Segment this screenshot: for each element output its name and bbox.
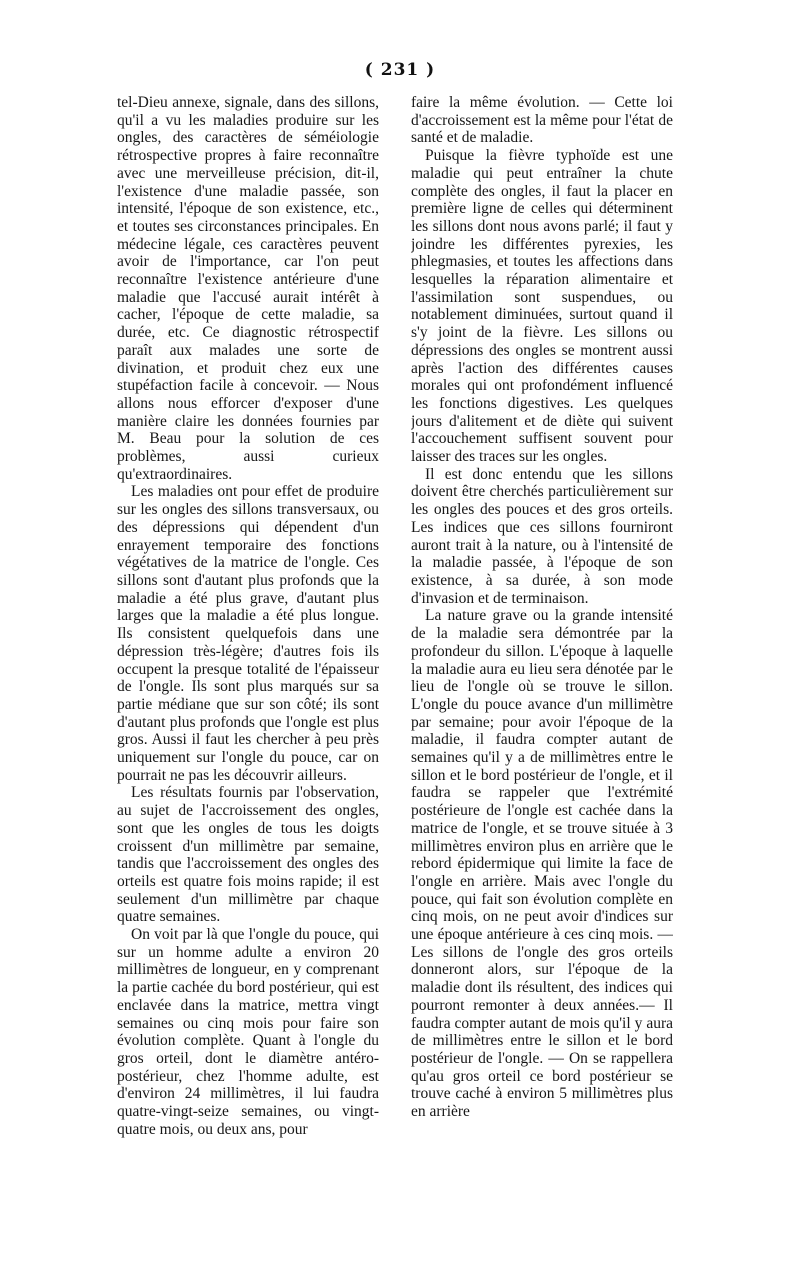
paragraph: On voit par là que l'ongle du pouce, qui sur un homme adulte a environ 20 millimètres de longueur, en y comprenant la partie cachée du bord postérieur, qui est enclavée dans la matrice, mettra vingt semaines ou cinq mois pour faire son évolution complète. Quant à l'ongle du gros orteil, dont le diamètre antéro-postérieur, chez l'homme adulte, est d'environ 24 millimètres, il lui faudra quatre-vingt-seize semaines, ou vingt-quatre mois, ou deux ans, pour (117, 926, 379, 1138)
page-number: ( 231 ) (364, 60, 436, 80)
right-column (411, 94, 673, 1244)
paragraph: tel-Dieu annexe, signale, dans des sillons, qu'il a vu les maladies produire sur les ongles, des caractères de séméiologie rétrospective propres à faire reconnaître avec une merveilleuse précision, dit-il, l'existence d'une maladie passée, son intensité, l'époque de son existence, etc., et toutes ses circonstances principales. En médecine légale, ces caractères peuvent avoir de l'importance, car l'on peut reconnaître l'existence antérieure d'une maladie que l'accusé aurait intérêt à cacher, l'époque de cette maladie, sa durée, etc. Ce diagnostic rétrospectif paraît aux malades une sorte de divination, et produit chez eux une stupéfaction facile à concevoir. — Nous allons nous efforcer d'exposer d'une manière claire les données fournies par M. Beau pour la solution de ces problèmes, aussi curieux qu'extraordinaires. (117, 94, 379, 483)
paragraph: Les maladies ont pour effet de produire sur les ongles des sillons transversaux, ou des dépressions qui dépendent d'un enrayement temporaire des fonctions végétatives de la matrice de l'ongle. Ces sillons sont d'autant plus profonds que la maladie a été plus grave, d'autant plus larges que la maladie a été plus longue. Ils consistent quelquefois dans une dépression très-légère; d'autres fois ils occupent la presque totalité de l'épaisseur de l'ongle. Ils sont plus marqués sur sa partie médiane que sur son côté; ils sont d'autant plus profonds que l'ongle est plus gros. Aussi il faut les chercher à peu près uniquement sur l'ongle du pouce, car on pourrait ne pas les découvrir ailleurs. (117, 483, 379, 784)
paragraph: Puisque la fièvre typhoïde est une maladie qui peut entraîner la chute complète des ongles, il faut la placer en première ligne de celles qui déterminent les sillons dont nous avons parlé; il faut y joindre les différentes pyrexies, les phlegmasies, et toutes les affections dans lesquelles la réparation alimentaire et l'assimilation sont suspendues, ou notablement diminuées, surtout quand il s'y joint de la fièvre. Les sillons ou dépressions des ongles se montrent aussi après l'action des différentes causes morales qui ont profondément influencé les fonctions digestives. Les quelques jours d'alitement et de diète qui suivent l'accouchement suffisent souvent pour laisser des traces sur les ongles. (411, 147, 673, 466)
paragraph: Il est donc entendu que les sillons doivent être cherchés particulièrement sur les ongles des pouces et des gros orteils. Les indices que ces sillons fourniront auront trait à la nature, ou à l'intensité de la maladie passée, à l'époque de son existence, à sa durée, à son mode d'invasion et de terminaison. (411, 465, 673, 607)
left-column (117, 94, 379, 1244)
paragraph: La nature grave ou la grande intensité de la maladie sera démontrée par la profondeur du sillon. L'époque à laquelle la maladie aura eu lieu sera dénotée par le lieu de l'ongle où se trouve le sillon. L'ongle du pouce avance d'un millimètre par semaine; pour avoir l'époque de la maladie, il faudra compter autant de semaines qu'il y a de millimètres entre le sillon et le bord postérieur de l'ongle, et il faudra se rappeler que l'extrémité postérieure de l'ongle est cachée dans la matrice de l'ongle, et se trouve située à 3 millimètres environ plus en arrière que le rebord épidermique qui limite la face de l'ongle en arrière. Mais avec l'ongle du pouce, qui fait son évolution complète en cinq mois, on ne peut avoir d'indices sur une époque antérieure à ces cinq mois. — Les sillons de l'ongle des gros orteils donneront alors, sur l'époque de la maladie dont ils résultent, des indices qui pourront remonter à deux années.— Il faudra compter autant de mois qu'il y aura de millimètres entre le sillon et le bord postérieur de l'ongle. — On se rappellera qu'au gros orteil ce bord postérieur se trouve caché à environ 5 millimètres plus en arrière (411, 607, 673, 1121)
paragraph: Les résultats fournis par l'observation, au sujet de l'accroissement des ongles, sont que les ongles de tous les doigts croissent d'un millimètre par semaine, tandis que l'accroissement des ongles des orteils est quatre fois moins rapide; il est seulement d'un millimètre par chaque quatre semaines. (117, 784, 379, 926)
paragraph: faire la même évolution. — Cette loi d'accroissement est la même pour l'état de santé et de maladie. (411, 94, 673, 147)
